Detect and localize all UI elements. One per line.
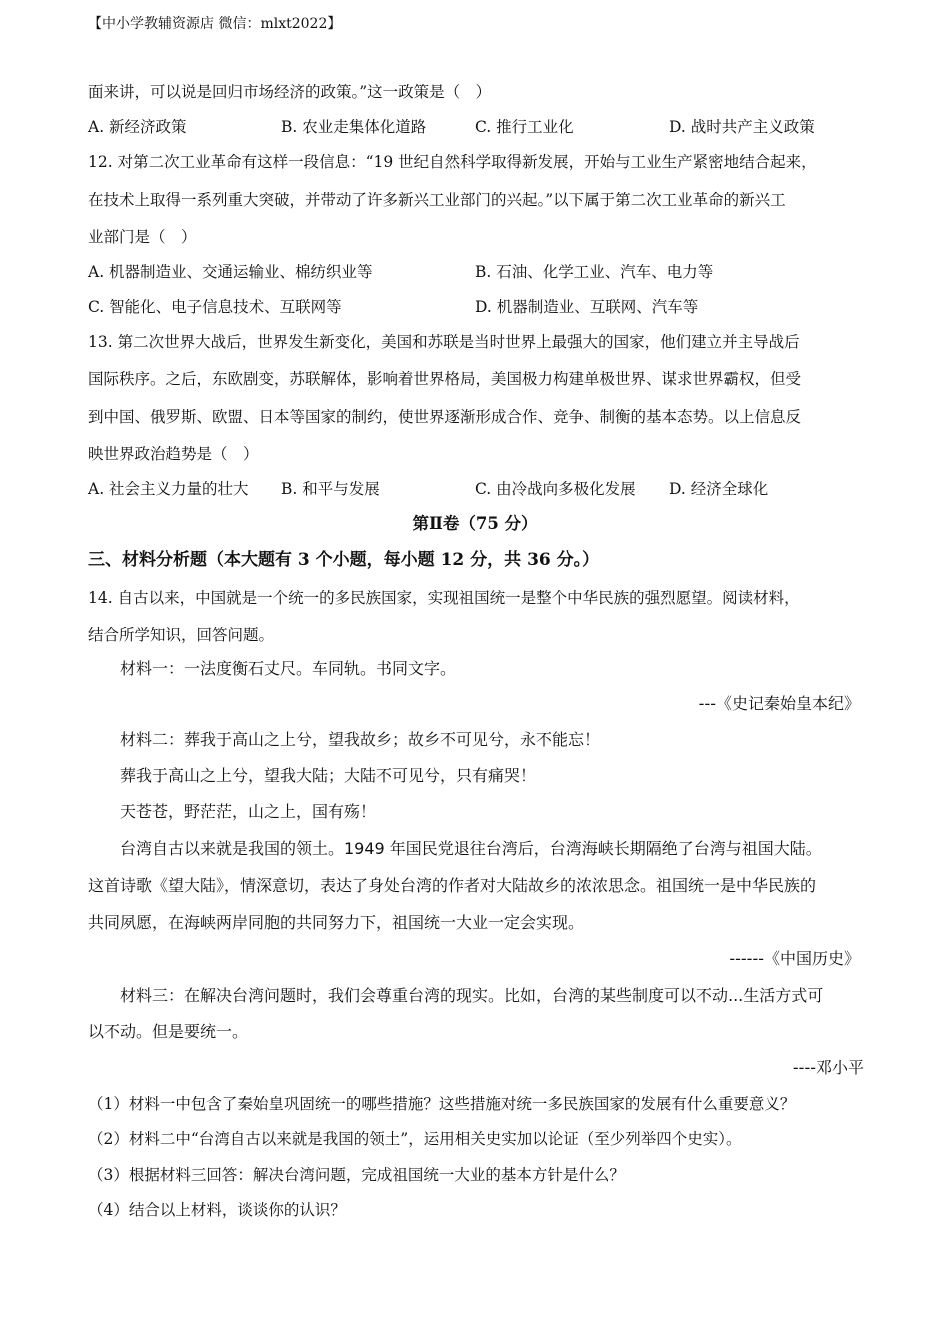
q14-subquestion-2: （2）材料二中“台湾自古以来就是我国的领土”，运用相关史实加以论证（至少列举四个史实）。 [88, 1130, 742, 1148]
material-3-line: 材料三：在解决台湾问题时，我们会尊重台湾的现实。比如，台湾的某些制度可以不动...生活方式可 [120, 986, 824, 1005]
q13-option-c: C. 由冷战向多极化发展 [475, 480, 636, 498]
q14-intro-line: 14. 自古以来，中国就是一个统一的多民族国家，实现祖国统一是整个中华民族的强烈愿望。阅读材料， [88, 589, 800, 607]
q13-stem-line: 映世界政治趋势是（ ） [88, 445, 259, 463]
q13-option-d: D. 经济全球化 [669, 480, 769, 498]
q13-stem-line: 到中国、俄罗斯、欧盟、日本等国家的制约，使世界逐渐形成合作、竞争、制衡的基本态势。以上信息反 [88, 408, 802, 426]
q13-option-a: A. 社会主义力量的壮大 [88, 480, 249, 498]
q13-option-b: B. 和平与发展 [281, 480, 380, 498]
material-2-line: 共同夙愿，在海峡两岸同胞的共同努力下，祖国统一大业一定会实现。 [88, 913, 585, 932]
material-2-source: ------《中国历史》 [729, 949, 860, 968]
material-3-line: 以不动。但是要统一。 [88, 1022, 249, 1041]
q11-option-c: C. 推行工业化 [475, 118, 574, 136]
q14-intro-line: 结合所学知识，回答问题。 [88, 626, 275, 644]
q12-stem-line: 12. 对第二次工业革命有这样一段信息：“19 世纪自然科学取得新发展，开始与工业生产紧密地结合起来， [88, 153, 817, 171]
material-1: 材料一：一法度衡石丈尺。车同轨。书同文字。 [120, 659, 457, 678]
material-2-line: 葬我于高山之上兮，望我大陆；大陆不可见兮，只有痛哭！ [120, 766, 537, 785]
q12-stem-line: 在技术上取得一系列重大突破，并带动了许多新兴工业部门的兴起。”以下属于第二次工业革命的新兴工 [88, 191, 786, 209]
q11-option-d: D. 战时共产主义政策 [669, 118, 815, 136]
q12-stem-line: 业部门是（ ） [88, 228, 197, 246]
section3-title: 三、材料分析题（本大题有 3 个小题，每小题 12 分，共 36 分。） [88, 550, 600, 570]
q13-stem-line: 国际秩序。之后，东欧剧变，苏联解体，影响着世界格局，美国极力构建单极世界、谋求世界霸权，但受 [88, 370, 802, 388]
material-2-line: 材料二：葬我于高山之上兮，望我故乡；故乡不可见兮，永不能忘！ [120, 730, 601, 749]
q13-stem-line: 13. 第二次世界大战后，世界发生新变化，美国和苏联是当时世界上最强大的国家，他们建立并主导战后 [88, 333, 800, 351]
q14-subquestion-4: （4）结合以上材料，谈谈你的认识？ [88, 1201, 346, 1219]
part2-title: 第Ⅱ卷（75 分） [412, 514, 538, 533]
q11-option-a: A. 新经济政策 [88, 118, 187, 136]
material-2-line: 台湾自古以来就是我国的领土。1949 年国民党退往台湾后，台湾海峡长期隔绝了台湾与祖国大陆。 [120, 839, 822, 858]
q14-subquestion-1: （1）材料一中包含了秦始皇巩固统一的哪些措施？这些措施对统一多民族国家的发展有什么重要意义？ [88, 1095, 796, 1113]
material-2-line: 这首诗歌《望大陆》，情深意切，表达了身处台湾的作者对大陆故乡的浓浓思念。祖国统一是中华民族的 [88, 876, 817, 895]
q11-option-b: B. 农业走集体化道路 [281, 118, 427, 136]
material-1-source: ---《史记秦始皇本纪》 [698, 694, 860, 713]
q12-option-a: A. 机器制造业、交通运输业、棉纺织业等 [88, 263, 373, 281]
material-2-line: 天苍苍，野茫茫，山之上，国有殇！ [120, 802, 377, 821]
page-header: 【中小学教辅资源店 微信：mlxt2022】 [88, 16, 342, 32]
q12-option-c: C. 智能化、电子信息技术、互联网等 [88, 298, 342, 316]
q12-option-b: B. 石油、化学工业、汽车、电力等 [475, 263, 714, 281]
q14-subquestion-3: （3）根据材料三回答：解决台湾问题，完成祖国统一大业的基本方针是什么？ [88, 1166, 625, 1184]
material-3-source: ----邓小平 [792, 1058, 864, 1077]
q11-continuation: 面来讲，可以说是回归市场经济的政策。”这一政策是（ ） [88, 83, 492, 101]
q12-option-d: D. 机器制造业、互联网、汽车等 [475, 298, 699, 316]
